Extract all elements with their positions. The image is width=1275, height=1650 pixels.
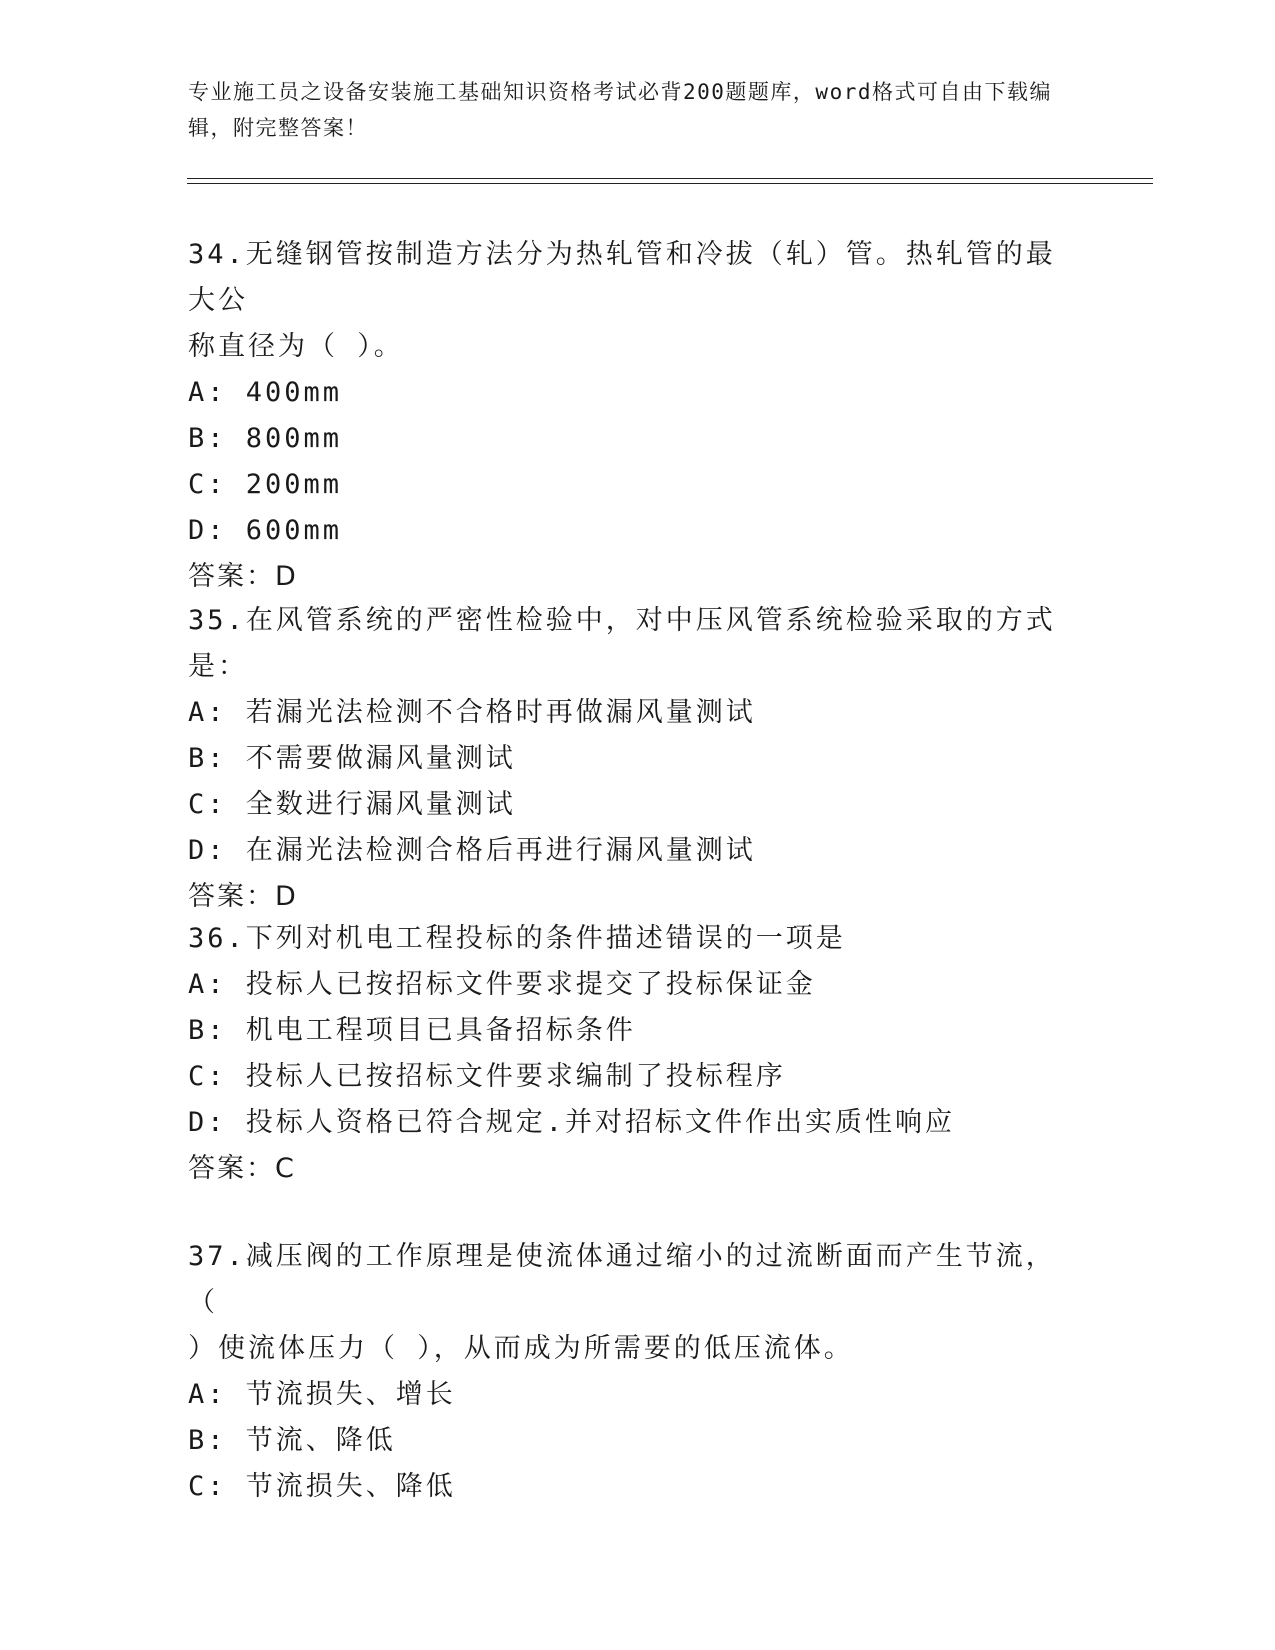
document-header: 专业施工员之设备安装施工基础知识资格考试必背200题题库，word格式可自由下载编辑，附完整答案！ (188, 80, 1052, 140)
option-c: C: 200mm (188, 469, 343, 500)
option-c: C: 全数进行漏风量测试 (188, 789, 516, 820)
option-c: C: 节流损失、降低 (188, 1471, 456, 1502)
question-stem-line: 36.下列对机电工程投标的条件描述错误的一项是 (188, 923, 846, 954)
option-d: D: 在漏光法检测合格后再进行漏风量测试 (188, 835, 756, 866)
question-stem-line: 37.减压阀的工作原理是使流体通过缩小的过流断面而产生节流，（ (188, 1241, 1056, 1318)
option-a: A: 节流损失、增长 (188, 1379, 456, 1410)
answer-line: 答案：C (188, 1153, 296, 1184)
option-b: B: 800mm (188, 423, 343, 454)
question-stem-line: 35.在风管系统的严密性检验中，对中压风管系统检验采取的方式是： (188, 605, 1056, 682)
option-b: B: 节流、降低 (188, 1425, 396, 1456)
option-c: C: 投标人已按招标文件要求编制了投标程序 (188, 1061, 786, 1092)
option-b: B: 不需要做漏风量测试 (188, 743, 516, 774)
option-a: A: 400mm (188, 377, 343, 408)
question-35 (188, 598, 1088, 920)
option-d: D: 投标人资格已符合规定.并对招标文件作出实质性响应 (188, 1107, 956, 1138)
question-36 (188, 916, 1088, 1192)
header-rule-bottom (187, 183, 1153, 184)
question-34 (188, 232, 1088, 600)
question-37 (188, 1234, 1088, 1510)
option-d: D: 600mm (188, 515, 343, 546)
question-stem-line: 34.无缝钢管按制造方法分为热轧管和冷拔（轧）管。热轧管的最大公 (188, 239, 1056, 316)
answer-line: 答案：D (188, 881, 298, 912)
option-b: B: 机电工程项目已具备招标条件 (188, 1015, 636, 1046)
option-a: A: 若漏光法检测不合格时再做漏风量测试 (188, 697, 756, 728)
question-stem-line: 称直径为（ ）。 (188, 331, 404, 362)
option-a: A: 投标人已按招标文件要求提交了投标保证金 (188, 969, 816, 1000)
header-rule-top (187, 178, 1153, 179)
answer-line: 答案：D (188, 561, 298, 592)
question-stem-line: ）使流体压力（ ），从而成为所需要的低压流体。 (188, 1333, 854, 1364)
